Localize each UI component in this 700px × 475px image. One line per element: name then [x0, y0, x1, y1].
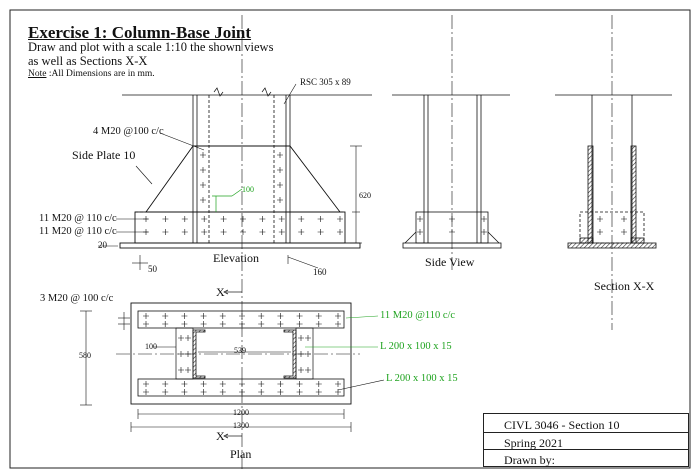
bolt-marker	[221, 216, 227, 222]
bolt-marker	[143, 321, 149, 327]
bolt-marker	[143, 313, 149, 319]
side-plate-label: Side Plate 10	[72, 148, 136, 162]
plan-view	[80, 290, 384, 438]
bolt-marker	[277, 313, 283, 319]
dim-539: 539	[234, 346, 246, 355]
bolt-marker	[185, 335, 191, 341]
bolt-marker	[481, 216, 487, 222]
bolt-marker	[335, 321, 341, 327]
bolt-marker	[220, 313, 226, 319]
bolts-top-label: 4 M20 @100 c/c	[93, 126, 164, 137]
bolt-marker	[297, 321, 303, 327]
bolt-marker	[318, 216, 324, 222]
bolt-marker	[277, 182, 283, 188]
bolt-marker	[162, 216, 168, 222]
bolt-marker	[621, 216, 627, 222]
bolt-marker	[143, 389, 149, 395]
bolt-marker	[201, 389, 207, 395]
instruction-line-2: as well as Sections X-X	[28, 54, 148, 68]
bolt-marker	[200, 197, 206, 203]
units-note	[28, 70, 155, 80]
dim-580: 580	[79, 351, 91, 360]
dim-50: 50	[148, 264, 157, 274]
bolt-marker	[258, 381, 264, 387]
bolt-marker	[305, 335, 311, 341]
bolt-marker	[220, 321, 226, 327]
bolt-marker	[181, 389, 187, 395]
bolt-marker	[298, 335, 304, 341]
bolt-marker	[162, 321, 168, 327]
bolt-marker	[200, 182, 206, 188]
bolt-marker	[239, 389, 245, 395]
bolt-marker	[277, 389, 283, 395]
bolt-marker	[181, 321, 187, 327]
course-label: CIVL 3046 - Section 10	[504, 418, 620, 432]
bolt-marker	[277, 152, 283, 158]
note-label: Note	[28, 69, 47, 79]
bolt-marker	[335, 313, 341, 319]
bolt-marker	[200, 167, 206, 173]
bolt-marker	[162, 313, 168, 319]
section-mark-top: X	[216, 285, 225, 299]
bolt-marker	[221, 229, 227, 235]
bolt-marker	[220, 381, 226, 387]
plan-bolt-row-label: 11 M20 @110 c/c	[380, 310, 456, 321]
bolt-marker	[201, 321, 207, 327]
dim-1200: 1200	[233, 408, 249, 417]
title-block-row-drawn	[484, 449, 688, 467]
bolt-marker	[162, 229, 168, 235]
bolt-marker	[143, 381, 149, 387]
dim-1300: 1300	[233, 421, 249, 430]
bolt-marker	[239, 381, 245, 387]
bolt-marker	[239, 313, 245, 319]
bolt-marker	[277, 381, 283, 387]
bolt-marker	[449, 216, 455, 222]
bolt-marker	[201, 216, 207, 222]
bolt-marker	[316, 389, 322, 395]
plan-view-label: Plan	[230, 447, 252, 461]
title-block-row-term	[484, 432, 688, 450]
instruction-line-1: Draw and plot with a scale 1:10 the shown views	[28, 40, 274, 54]
bolt-marker	[220, 389, 226, 395]
bolt-marker	[621, 229, 627, 235]
exercise-title: Exercise 1: Column-Base Joint	[28, 23, 252, 42]
bolt-marker	[185, 367, 191, 373]
bolt-marker	[305, 367, 311, 373]
title-block	[483, 413, 689, 467]
bolt-marker	[181, 381, 187, 387]
angle-1-label: L 200 x 100 x 15	[380, 341, 452, 352]
bolt-marker	[337, 229, 343, 235]
bolt-marker	[201, 381, 207, 387]
bolt-marker	[239, 321, 245, 327]
rsc-label: RSC 305 x 89	[300, 77, 351, 87]
section-mark-bottom: X	[216, 429, 225, 443]
bolt-row-2-label: 11 M20 @ 110 c/c	[39, 226, 117, 237]
bolt-row-1-label: 11 M20 @ 110 c/c	[39, 213, 117, 224]
bolt-marker	[162, 381, 168, 387]
bolt-marker	[258, 321, 264, 327]
bolt-marker	[597, 216, 603, 222]
bolt-marker	[449, 229, 455, 235]
bolt-marker	[182, 229, 188, 235]
bolt-marker	[258, 313, 264, 319]
bolt-marker	[279, 216, 285, 222]
bolt-marker	[277, 197, 283, 203]
bolt-marker	[298, 216, 304, 222]
bolt-marker	[298, 229, 304, 235]
bolt-marker	[185, 351, 191, 357]
bolt-marker	[335, 389, 341, 395]
bolt-marker	[182, 216, 188, 222]
side-view-label: Side View	[425, 255, 475, 269]
bolt-marker	[277, 321, 283, 327]
plan-dim-100: 100	[145, 342, 157, 351]
term-label: Spring 2021	[504, 436, 564, 450]
bolt-marker	[200, 152, 206, 158]
bolt-marker	[297, 381, 303, 387]
bolt-marker	[297, 389, 303, 395]
bolt-marker	[335, 381, 341, 387]
bolt-marker	[298, 367, 304, 373]
bolt-marker	[178, 351, 184, 357]
bolt-marker	[316, 313, 322, 319]
dim-100-green: 100	[242, 185, 254, 194]
note-text: :All Dimensions are in mm.	[46, 69, 155, 79]
bolt-marker	[417, 216, 423, 222]
bolt-marker	[316, 381, 322, 387]
bolt-marker	[201, 313, 207, 319]
bolt-marker	[143, 229, 149, 235]
bolt-marker	[259, 229, 265, 235]
drawn-by-label: Drawn by:	[504, 453, 555, 467]
bolt-marker	[162, 389, 168, 395]
bolt-marker	[178, 335, 184, 341]
bolt-marker	[305, 351, 311, 357]
bolt-marker	[178, 367, 184, 373]
bolt-marker	[201, 229, 207, 235]
bolt-marker	[297, 313, 303, 319]
dim-20: 20	[98, 240, 107, 250]
bolt-marker	[181, 313, 187, 319]
bolt-marker	[316, 321, 322, 327]
bolt-marker	[259, 216, 265, 222]
bolt-marker	[279, 229, 285, 235]
plan-bolts-left-label: 3 M20 @ 100 c/c	[40, 293, 114, 304]
bolt-marker	[277, 167, 283, 173]
elevation-view-label: Elevation	[213, 251, 259, 265]
bolt-marker	[143, 216, 149, 222]
bolt-marker	[240, 216, 246, 222]
bolt-marker	[481, 229, 487, 235]
section-view-label: Section X-X	[594, 279, 655, 293]
dim-620: 620	[359, 191, 371, 200]
dim-160: 160	[313, 267, 327, 277]
bolt-marker	[298, 351, 304, 357]
angle-2-label: L 200 x 100 x 15	[386, 373, 458, 384]
bolt-marker	[240, 229, 246, 235]
bolt-marker	[597, 229, 603, 235]
bolt-marker	[318, 229, 324, 235]
bolt-marker	[258, 389, 264, 395]
bolt-marker	[417, 229, 423, 235]
bolt-marker	[337, 216, 343, 222]
